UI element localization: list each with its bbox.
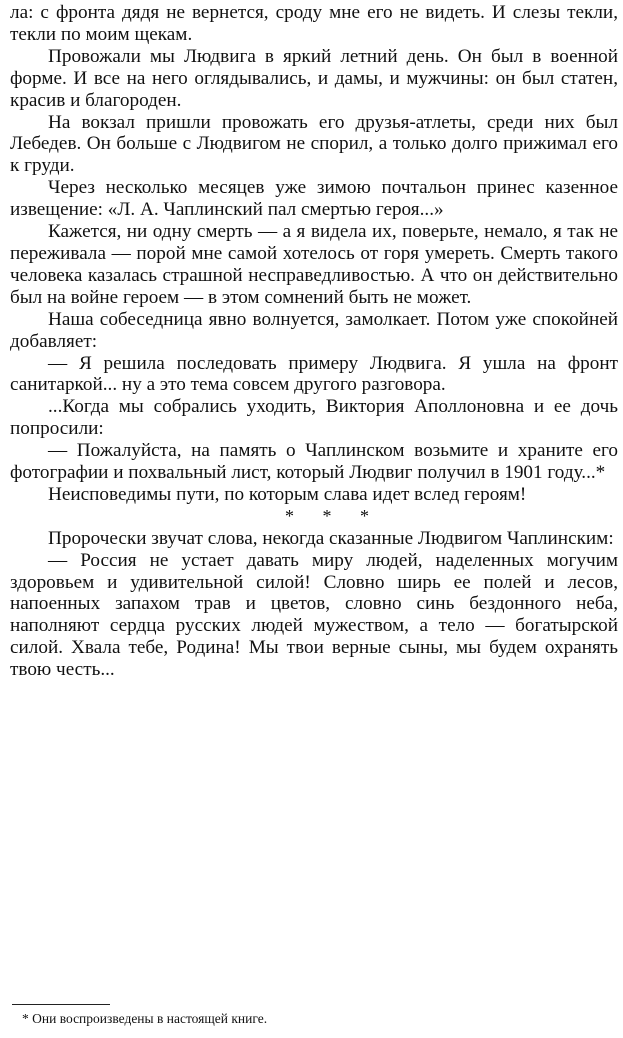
- paragraph: ла: с фронта дядя не вернется, сроду мне его не видеть. И слезы текли, текли по моим щекам.: [10, 2, 618, 45]
- paragraph: Неисповедимы пути, по которым слава идет вслед героям!: [48, 483, 527, 505]
- paragraph: Через несколько месяцев уже зимою почтальон принес казенное извещение: «Л. А. Чаплинский пал смертью героя...»: [10, 177, 618, 221]
- paragraph: Пророчески звучат слова, некогда сказанные Людвигом Чаплинским:: [48, 527, 614, 549]
- footnote-rule: [12, 1004, 110, 1005]
- footnote: * Они воспроизведены в настоящей книге.: [22, 1011, 268, 1026]
- main-text: [10, 2, 618, 681]
- paragraph: Кажется, ни одну смерть — а я видела их, поверьте, немало, я так не переживала — порой мне самой хотелось от горя умереть. Смерть такого человека казалась страшной несправедливостью. А что он действительно был на войне героем — в этом сомнений быть не может.: [10, 221, 618, 308]
- paragraph: На вокзал пришли провожать его друзья-атлеты, среди них был Лебедев. Он больше с Людвигом не спорил, а только долго прижимал его к груди.: [10, 111, 618, 177]
- paragraph: Наша собеседница явно волнуется, замолкает. Потом уже спокойней добавляет:: [10, 308, 618, 352]
- paragraph: — Россия не устает давать миру людей, наделенных могучим здоровьем и удивительной силой! Словно ширь ее полей и лесов, напоенных запахом трав и цветов, словно синь бездонного неба, наполняют сердца русских людей мужеством, а тело — богатырской силой. Хвала тебе, Родина! Мы твои верные сыны, мы будем охранять твою честь...: [10, 549, 618, 681]
- paragraph: — Пожалуйста, на память о Чаплинском возьмите и храните его фотографии и похвальный лист, который Людвиг получил в 1901 году...*: [10, 440, 618, 484]
- paragraph: ...Когда мы собрались уходить, Виктория Аполлоновна и ее дочь попросили:: [10, 396, 618, 440]
- paragraph: Провожали мы Людвига в яркий летний день. Он был в военной форме. И все на него оглядывались, и дамы, и мужчины: он был статен, красив и благороден.: [10, 45, 618, 111]
- paragraph: — Я решила последовать примеру Людвига. Я ушла на фронт санитаркой... ну а это тема совсем другого разговора.: [10, 352, 618, 396]
- section-separator: * * *: [285, 505, 381, 526]
